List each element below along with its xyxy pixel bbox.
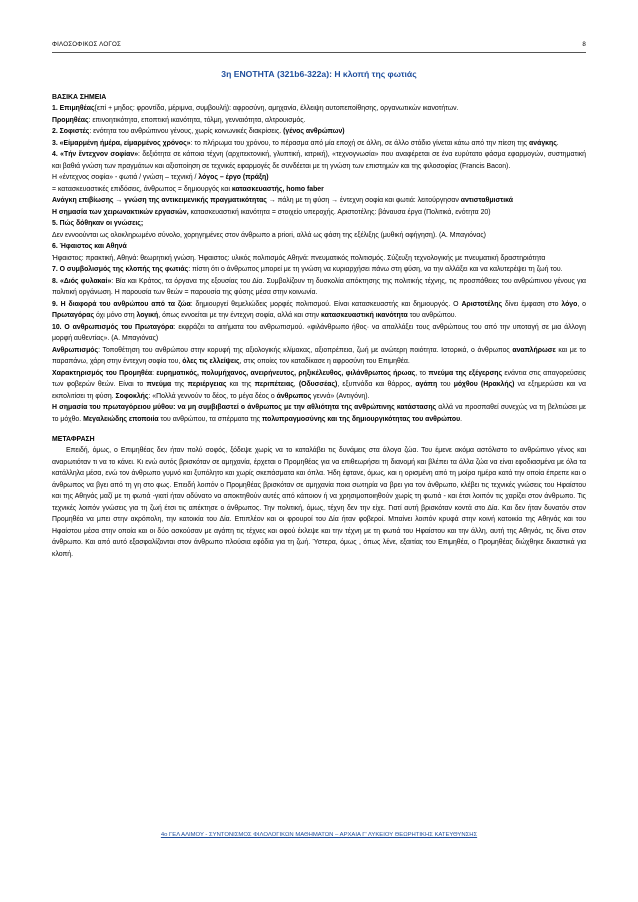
text-run: αλλά να προσπαθεί συνεχώς να τη βελτιώσει με το μόχθο. <box>52 404 586 423</box>
key-point-paragraph <box>52 299 586 322</box>
text-run: Η σημασία των χειρωνακτικών εργασιών, <box>52 208 189 216</box>
text-run: : δημιουργεί θεμελιώδεις μορφές πολιτισμού. Είναι κατασκευαστής και δημιουργός. Ο <box>190 300 462 308</box>
text-run: αντικειμενικής πραγματικότητας <box>161 197 267 204</box>
text-run: πνεύμα <box>146 381 172 388</box>
text-run: . <box>460 415 463 423</box>
text-run: 1. Επιμηθέας <box>52 105 95 112</box>
text-run: αναπλήρωσε <box>512 346 556 354</box>
key-point-paragraph <box>52 230 586 242</box>
text-run: λογική <box>136 312 159 319</box>
text-run: Μεγαλειώδης εποποιία <box>83 415 159 423</box>
text-run: 3. «Είμαρμένη ήμέρα, είμαρμένος χρόνος» <box>52 139 191 147</box>
key-point-paragraph <box>52 241 586 253</box>
key-point-paragraph <box>52 115 586 127</box>
text-run: (Οδυσσέας) <box>298 381 338 388</box>
key-point-paragraph <box>52 207 586 219</box>
text-run: της <box>171 381 188 388</box>
key-point-paragraph <box>52 184 586 196</box>
text-run: του <box>437 381 454 388</box>
text-run: Πρωταγόρας <box>52 312 95 319</box>
translation-heading: ΜΕΤΑΦΡΑΣΗ <box>52 436 95 443</box>
text-run: περιπέτειας <box>254 381 294 388</box>
text-run: 10. Ο ανθρωπισμός του Πρωταγόρα <box>52 323 174 331</box>
text-run: μόχθου (Ηρακλής) <box>453 381 515 388</box>
key-point-paragraph <box>52 276 586 299</box>
text-run: Ανάγκη επιβίωσης <box>52 197 114 204</box>
text-run: : να μη συμβιβαστεί ο άνθρωπος με την αθλιότητα της ανθρώπινης κατάστασης <box>173 404 437 411</box>
key-points-list <box>52 103 586 425</box>
text-run: 8. «Διός φυλακαί» <box>52 277 112 285</box>
text-run: κατασκευαστική ικανότητα <box>321 312 408 319</box>
text-run: , <box>293 381 299 388</box>
text-run: : δεξιότητα σε κάποια τέχνη (αρχιτεκτονική, γλυπτική, ιατρική), «τεχνογνωσία» που αναφέρεται σε ένα ευρύτατο φάσμα εφαρμογών, συστηματική και βαθιά γνώση των πραγμάτων και αξιοποίηση σε τεχνικές εφαρμογές δε συνδέεται με τη γνώση των επιστημών και της φιλοσοφίας (Francis Bacon). <box>52 151 586 170</box>
text-run: : εκφράζει τα αιτήματα του ανθρωπισμού. «φιλάνθρωπο ήθος· να απαλλάξει τους ανθρώπους του από την υποταγή σε μια άλλογη μορφή αυθεντίας». (Α. Μπαγιόνας) <box>52 323 586 342</box>
text-run: Ανθρωπισμός <box>52 346 99 354</box>
key-point-paragraph <box>52 138 586 150</box>
translation-text: Επειδή, όμως, ο Επιμηθέας δεν ήταν πολύ σοφός, ξόδεψε χωρίς να το καταλάβει τις δυνάμεις στα άλογα ζώα. Του έμενε ακόμα αστόλιστο το ανθρώπινο γένος και αναρωτιόταν τι να το κάνει. Κι ενώ αυτός βρισκόταν σε αμηχανία, έρχεται ο Προμηθέας για να επιθεωρήσει τη διανομή και βλέπει τα άλλα ζώα να είναι εφοδιασμένα με όλα τα κατάλληλα μέσα, ενώ τον άνθρωπο γυμνό και ξυπόλητο και χωρίς σκεπάσματα και όπλα. Ήδη έφτανε, όμως, και η ορισμένη από τη μοίρα ημέρα κατά την οποία έπρεπε και ο άνθρωπος να βγει από τη γη στο φως. Επειδή λοιπόν ο Προμηθέας βρισκόταν σε αμηχανία ποια σωτηρία να βρει για τον άνθρωπο, κλέβει τις τεχνικές γνώσεις του Ηφαίστου και της Αθηνάς μαζί με τη φωτιά -γιατί ήταν αδύνατο να αποκτηθούν αυτές από κάποιον ή να χρησιμοποιηθούν χωρίς τη φωτιά - και έτσι λοιπόν τις χαρίζει στον άνθρωπο. Τις τεχνικές λοιπόν γνώσεις για τη ζωή έτσι τις απέκτησε ο άνθρωπος. Την πολιτική, όμως, τέχνη δεν την είχε. Γιατί αυτή βρισκόταν κοντά στο Δία. Και δεν ήταν δυνατόν στον Προμηθέα να μπει στην ακρόπολη, την κατοικία του Δία. Επιπλέον και οι φρουροί του Δία ήταν φοβεροί. Μπαίνει λοιπόν κρυφά στην κοινή κατοικία της Αθηνάς και του Ηφαίστου μέσα στην οποία και οι δύο ασκούσαν με αγάπη τις τέχνες και αφού έκλεψε και την τέχνη με τη φωτιά του Ηφαίστου και την άλλη, αυτή της Αθηνάς, τις δίνει στον άνθρωπο. Και από αυτό εξασφαλίζονται στον άνθρωπο πλούσια εφόδια για τη ζωή. Ύστερα, όμως , όπως λένε, εξαιτίας του Επιμηθέα, ο Προμηθέας διώχθηκε δικαστικά για κλοπή. <box>52 447 586 558</box>
key-point-paragraph <box>52 149 586 172</box>
text-run: 6. Ήφαιστος και Αθηνά <box>52 243 127 250</box>
text-run: 9. Η διαφορά του ανθρώπου από τα ζώα <box>52 300 191 308</box>
text-run: 2. Σοφιστές <box>52 128 90 135</box>
text-run: Σοφοκλής <box>115 392 149 400</box>
text-run: του ανθρώπου. <box>407 312 457 319</box>
section-title: 3η ΕΝΟΤΗΤΑ (321b6-322a): Η κλοπή της φωτιάς <box>221 69 417 79</box>
text-run: λόγο <box>561 300 578 308</box>
header-title: ΦΙΛΟΣΟΦΙΚΟΣ ΛΟΓΟΣ <box>52 41 121 48</box>
text-run: : «Πολλά γεννούν το δέος, το μέγα δέος ο <box>148 392 277 400</box>
text-run: κατασκευαστική ικανότητα = στοιχείο υπεροχής. Αριστοτέλης: βάναυσα έργα (Πολιτικά, ενότητα 20) <box>188 208 491 216</box>
text-run: , εξυπνάδα και θάρρος, <box>337 381 416 388</box>
text-run: , το <box>415 369 429 377</box>
text-run: : επινοητικότητα, εποπτική ικανότητα, τόλμη, γενναιότητα, αλτρουισμός. <box>88 116 306 124</box>
text-run: Χαρακτηρισμός του Προμηθέα <box>52 369 153 377</box>
text-run: (γένος ανθρώπων) <box>283 128 345 135</box>
text-run: Η σημασία του πρωταγόρειου μύθου <box>52 404 174 411</box>
text-run: {επί + μηδος: φροντίδα, μέριμνα, συμβουλή): αφροσύνη, αμηχανία, έλλειψη αυτοπεποίθησης, οργανωτικών ικανοτήτων. <box>94 105 459 112</box>
page-header <box>52 40 586 53</box>
text-run: , όπως εννοείται με την έντεχνη σοφία, αλλά και στην <box>158 312 322 319</box>
text-run: : πίστη ότι ο άνθρωπος μπορεί με τη γνώση να κυριαρχήσει πάνω στη φύση, να την αλλάξει και να καλυτερέψει τη ζωή του. <box>188 266 563 273</box>
text-run: και της <box>226 381 255 388</box>
text-run: γεννά» (Αντιγόνη). <box>311 392 370 400</box>
text-run: δίνει έμφαση στο <box>502 300 562 308</box>
key-point-paragraph <box>52 126 586 138</box>
text-run: αντισταθμιστικά <box>460 197 514 204</box>
text-run: → <box>113 197 125 204</box>
text-run: Προμηθέας <box>52 116 89 124</box>
text-run: ανάγκης <box>529 139 557 147</box>
text-run: : Βία και Κράτος, τα όργανα της εξουσίας του Δία. Συμβολίζουν τη δυσκολία απόκτησης της πολιτικής τέχνης, τις προσπάθειες του ανθρώπινου γένους για πολιτική οργάνωση. Η παρουσία των θεών = παρουσία της φύσης μέσα στην κοινωνία. <box>52 277 586 296</box>
text-run: 7. Ο συμβολισμός της κλοπής της φωτιάς <box>52 266 189 273</box>
text-run: 4. «Tήν ἔντεχνον σοφίαν» <box>52 151 139 158</box>
key-point-paragraph <box>52 264 586 276</box>
text-run: πολυπραγμοσύνης και της δημιουργικότητας του ανθρώπου <box>262 415 461 423</box>
text-run: . <box>556 139 559 147</box>
text-run: ενάντια στις απαγορεύσεις των φοβερών θεών. Είναι το <box>52 369 586 388</box>
text-run: = κατασκευαστικές επιδόσεις, άνθρωπος = δημιουργός και <box>52 185 232 193</box>
text-run: όχι μόνο στη <box>94 312 137 319</box>
text-run: : Τοποθέτηση του ανθρώπου στην κορυφή της αξιολογικής κλίμακας, αξιοπρέπεια, ζωή με ανώτερη ποιότητα. Ιστορικά, ο άνθρωπος <box>98 346 513 354</box>
text-run: 5. Πώς δόθηκαν οι γνώσεις; <box>52 220 144 227</box>
key-point-paragraph <box>52 195 586 207</box>
text-run: όλες τις ελλείψεις <box>182 358 240 365</box>
text-run: κατασκευαστής, homo faber <box>231 185 324 193</box>
text-run: περιέργειας <box>187 381 227 388</box>
page-footer: 4ο ΓΕΛ ΑΛΙΜΟΥ - ΣΥΝΤΟΝΙΣΜΟΣ ΦΙΛΟΛΟΓΙΚΩΝ ΜΑΘΗΜΑΤΩΝ – ΑΡΧΑΙΑ Γ' ΛΥΚΕΙΟΥ ΘΕΩΡΗΤΙΚΗΣ ΚΑΤΕΥΘΥΝΣΗΣ <box>160 832 478 838</box>
key-point-paragraph <box>52 345 586 368</box>
key-point-paragraph <box>52 402 586 425</box>
key-point-paragraph <box>52 368 586 403</box>
key-point-paragraph <box>52 103 586 115</box>
document-body <box>52 92 586 560</box>
text-run: → πάλη με τη φύση → έντεχνη σοφία και φωτιά: λειτούργησαν <box>266 197 461 204</box>
text-run: : το πλήρωμα του χρόνου, το πέρασμα από μία εποχή σε άλλη, σε άλλο στάδιο γίνεται κάτω από την πίεση της <box>190 139 530 147</box>
translation-section <box>52 445 586 560</box>
key-point-paragraph <box>52 218 586 230</box>
text-run: : <box>152 369 157 377</box>
text-run: Η «έντεχνος σοφία» - φωτιά / γνώση – τεχνική / <box>52 174 199 181</box>
key-point-paragraph <box>52 172 586 184</box>
key-point-paragraph <box>52 253 586 265</box>
text-run: γνώση <box>124 197 147 204</box>
text-run: αγάπη <box>415 381 438 388</box>
text-run: της <box>146 197 162 204</box>
text-run: Δεν εννοούνται ως ολοκληρωμένο σύνολο, χορηγημένες στον άνθρωπο a priori, αλλά ως φάση της εξέλιξης (μυθική αφήγηση). (Α. Μπαγιόνας) <box>52 231 486 239</box>
text-run: του ανθρώπου, τα σπέρματα της <box>158 415 263 423</box>
text-run: να εξημερώσει και να εκπολιτίσει τη φύση. <box>52 381 586 400</box>
page-number: 8 <box>582 41 586 48</box>
text-run: ευρηματικός, πολυμήχανος, ανειρήνευτος, ρηξικέλευθος, φιλάνθρωπος ήρωας <box>156 369 416 377</box>
key-points-heading: ΒΑΣΙΚΑ ΣΗΜΕΙΑ <box>52 94 107 101</box>
text-run: Ήφαιστος: πρακτική, Αθηνά: θεωρητική γνώση. Ήφαιστος: υλικός πολιτισμός Αθηνά: πνευματικός πολιτισμός. Σύζευξη τεχνολογικής με πνευματική δραστηριότητα <box>52 254 546 262</box>
text-run: , ο <box>577 300 586 308</box>
text-run: λόγος – έργο (πράξη) <box>198 174 269 181</box>
text-run: , στις οποίες τον καταδίκασε η αφροσύνη του Επιμηθέα. <box>239 358 410 365</box>
text-run: και με το παραπάνω, χάρη στην έντεχνη σοφία του, <box>52 346 586 365</box>
text-run: Αριστοτέλης <box>461 300 503 308</box>
text-run: άνθρωπος <box>276 392 312 400</box>
key-point-paragraph <box>52 322 586 345</box>
text-run: : ενότητα του ανθρώπινου γένους, χωρίς κοινωνικές διακρίσεις. <box>89 128 284 135</box>
text-run: πνεύμα της εξέγερσης <box>428 369 503 377</box>
